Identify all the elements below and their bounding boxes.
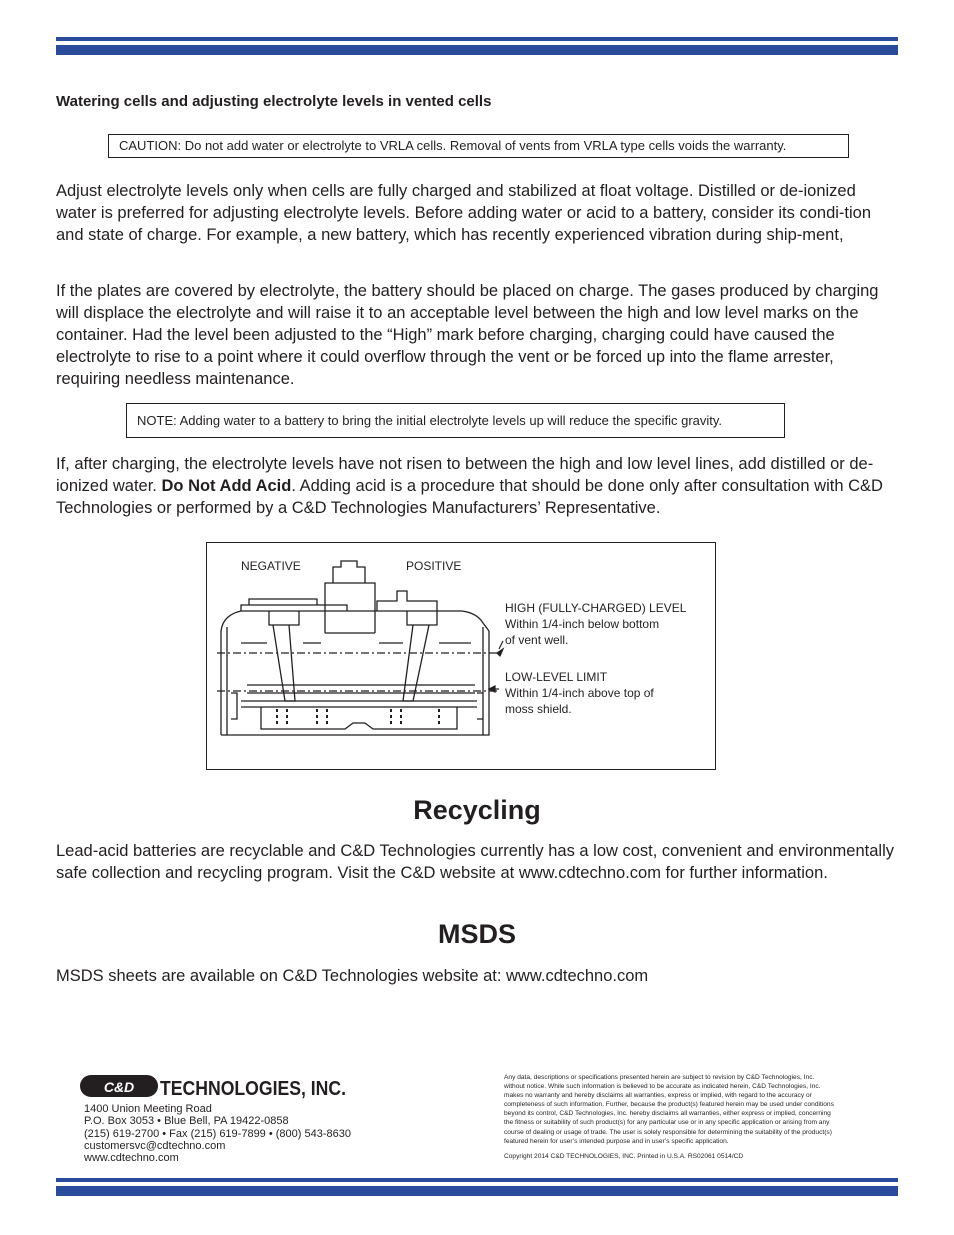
note-box: NOTE: Adding water to a battery to bring the initial electrolyte levels up will reduce the specific gravity. (126, 403, 785, 438)
low-level-line1: Within 1/4-inch above top of (505, 686, 654, 700)
high-level-title: HIGH (FULLY-CHARGED) LEVEL (505, 601, 687, 615)
cell-diagram (207, 543, 717, 771)
paragraph-adjust-levels: Adjust electrolyte levels only when cells are fully charged and stabilized at float voltage. Distilled or de-ionized water is preferred for adjusting electrolyte levels. Before adding water or acid to a battery, consider its condi-tion and state of charge. For example, a new battery, which has recently experienced vibration during ship-ment, (56, 182, 872, 244)
company-address (84, 1103, 351, 1164)
paragraph-text: If, after charging, the electrolyte levels have not risen to between the high and low level lines, add distilled or de-ionized water. (56, 455, 874, 495)
msds-title: MSDS (437, 919, 516, 949)
paragraph-after-charging (56, 453, 896, 519)
low-level-title: LOW-LEVEL LIMIT (505, 670, 608, 684)
cell-diagram-figure (206, 542, 716, 770)
legal-disclaimer (504, 1073, 884, 1161)
address-line: 1400 Union Meeting Road (84, 1103, 212, 1115)
recycling-text: Lead-acid batteries are recyclable and C&D Technologies currently has a low cost, convenient and environmentally safe collection and recycling program. Visit the C&D website at www.cdtechno.com for further information. (56, 842, 894, 882)
negative-label: NEGATIVE (241, 559, 301, 573)
paragraph-plates-covered: If the plates are covered by electrolyte, the battery should be placed on charge. The gases produced by charging will displace the electrolyte and will raise it to an acceptable level between the high and low level marks on the container. Had the level been adjusted to the “High” mark before charging, charging could have caused the electrolyte to rise to a point where it could overflow through the vent or be forced up into the flame arrester, requiring needless maintenance. (56, 282, 879, 388)
recycling-title: Recycling (413, 795, 541, 825)
svg-text:TECHNOLOGIES, INC.: TECHNOLOGIES, INC. (160, 1078, 346, 1100)
bottom-footer-bar (56, 1178, 898, 1196)
cd-technologies-logo (80, 1071, 350, 1101)
disclaimer-text: Any data, descriptions or specifications presented herein are subject to revision by C&D Technologies, Inc. without notice. While such information is believed to be accurate as indicated herein, C&D Technologies, Inc. makes no warranty and hereby disclaims all warranties, express or implied, with regard to the accuracy or completeness of such information. Further, because the product(s) featured herein may be used under conditions beyond its control, C&D Technologies, Inc. hereby disclaims all warranties, either express or implied, concerning the fitness or suitability of such product(s) for any particular use or in any specific application or arising from any course of dealing or usage of trade. The user is solely responsible for determining the suitability of the product(s) featured herein for user’s intended purpose and in user’s specific application. (504, 1074, 834, 1145)
high-level-line2: of vent well. (505, 633, 569, 647)
high-level-line1: Within 1/4-inch below bottom (505, 617, 660, 631)
copyright-line: Copyright 2014 C&D TECHNOLOGIES, INC. Printed in U.S.A. RS02061 0514/CD (504, 1152, 744, 1160)
email-line: customersvc@cdtechno.com (84, 1139, 226, 1152)
svg-text:C&D: C&D (103, 1079, 135, 1095)
caution-box: CAUTION: Do not add water or electrolyte to VRLA cells. Removal of vents from VRLA type cells voids the warranty. (108, 134, 849, 158)
positive-label: POSITIVE (406, 559, 462, 573)
address-line: P.O. Box 3053 • Blue Bell, PA 19422-0858 (84, 1115, 289, 1128)
paragraph-text: . Adding acid is a procedure that should be done only after consultation with C&D Technologies or performed by a C&D Technologies Manufacturers’ Representative. (56, 477, 883, 517)
section-heading: Watering cells and adjusting electrolyte levels in vented cells (56, 93, 492, 110)
top-header-bar (56, 37, 898, 55)
phone-line: (215) 619-2700 • Fax (215) 619-7899 • (800) 543-8630 (84, 1127, 351, 1140)
low-level-line2: moss shield. (505, 702, 572, 716)
website-line: www.cdtechno.com (84, 1152, 179, 1165)
msds-text: MSDS sheets are available on C&D Technologies website at: www.cdtechno.com (56, 967, 649, 985)
do-not-add-acid-warning: Do Not Add Acid (161, 477, 292, 495)
